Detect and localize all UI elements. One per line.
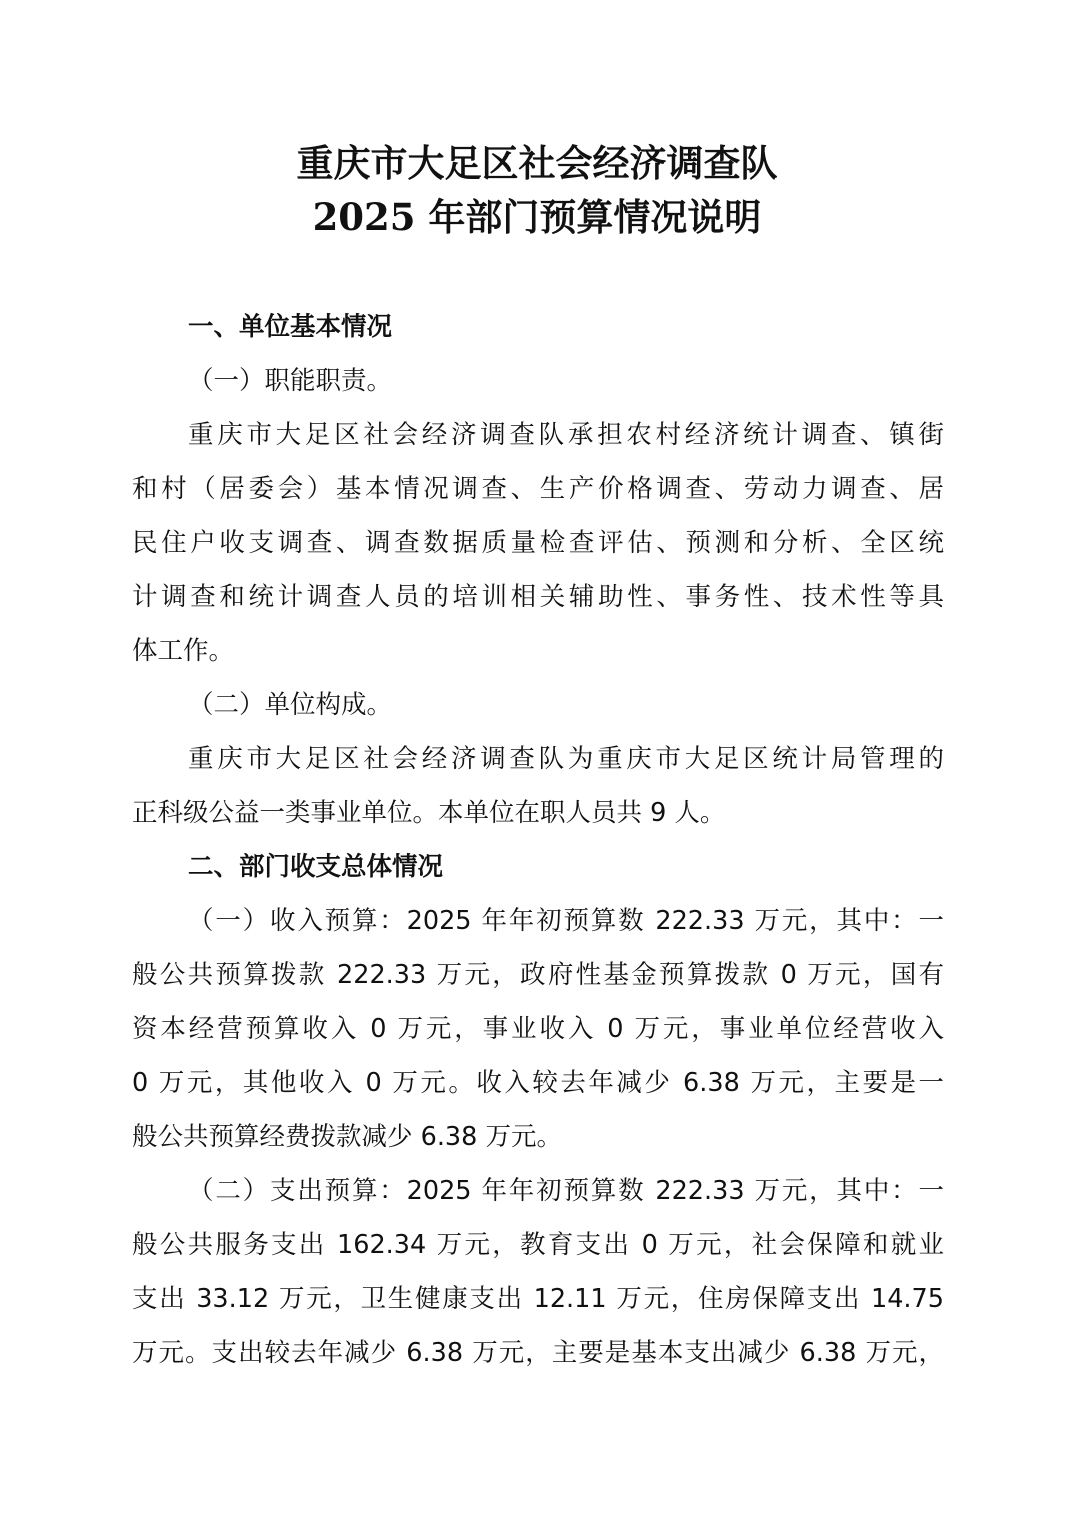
document-title-line2: 2025 年部门预算情况说明 xyxy=(312,195,762,239)
paragraph-line: 民住户收支调查、调查数据质量检查评估、预测和分析、全区统 xyxy=(132,528,944,558)
paragraph-line: 般公共预算拨款 222.33 万元，政府性基金预算拨款 0 万元，国有 xyxy=(132,960,944,990)
document-title-line1: 重庆市大足区社会经济调查队 xyxy=(296,141,778,185)
paragraph-line: 体工作。 xyxy=(132,636,235,666)
subheading-functions: （一）职能职责。 xyxy=(188,366,393,396)
paragraph-line: 计调查和统计调查人员的培训相关辅助性、事务性、技术性等具 xyxy=(132,582,944,612)
paragraph-line: 正科级公益一类事业单位。本单位在职人员共 9 人。 xyxy=(132,798,726,828)
paragraph-line: 支出 33.12 万元，卫生健康支出 12.11 万元，住房保障支出 14.75 xyxy=(132,1284,944,1314)
paragraph-line: （二）支出预算：2025 年年初预算数 222.33 万元，其中：一 xyxy=(188,1176,944,1206)
paragraph-line: 般公共服务支出 162.34 万元，教育支出 0 万元，社会保障和就业 xyxy=(132,1230,944,1260)
paragraph-line: 0 万元，其他收入 0 万元。收入较去年减少 6.38 万元，主要是一 xyxy=(132,1068,944,1098)
paragraph-line: 和村（居委会）基本情况调查、生产价格调查、劳动力调查、居 xyxy=(132,474,944,504)
paragraph-line: 重庆市大足区社会经济调查队承担农村经济统计调查、镇街 xyxy=(188,420,944,450)
paragraph-line: 般公共预算经费拨款减少 6.38 万元。 xyxy=(132,1122,562,1152)
paragraph-line: 资本经营预算收入 0 万元，事业收入 0 万元，事业单位经营收入 xyxy=(132,1014,944,1044)
paragraph-line: （一）收入预算：2025 年年初预算数 222.33 万元，其中：一 xyxy=(188,906,944,936)
section-heading-budget-overview: 二、部门收支总体情况 xyxy=(188,852,444,882)
paragraph-line: 万元。支出较去年减少 6.38 万元，主要是基本支出减少 6.38 万元， xyxy=(132,1338,944,1368)
section-heading-basic-info: 一、单位基本情况 xyxy=(188,312,393,342)
subheading-composition: （二）单位构成。 xyxy=(188,690,393,720)
paragraph-line: 重庆市大足区社会经济调查队为重庆市大足区统计局管理的 xyxy=(188,744,944,774)
